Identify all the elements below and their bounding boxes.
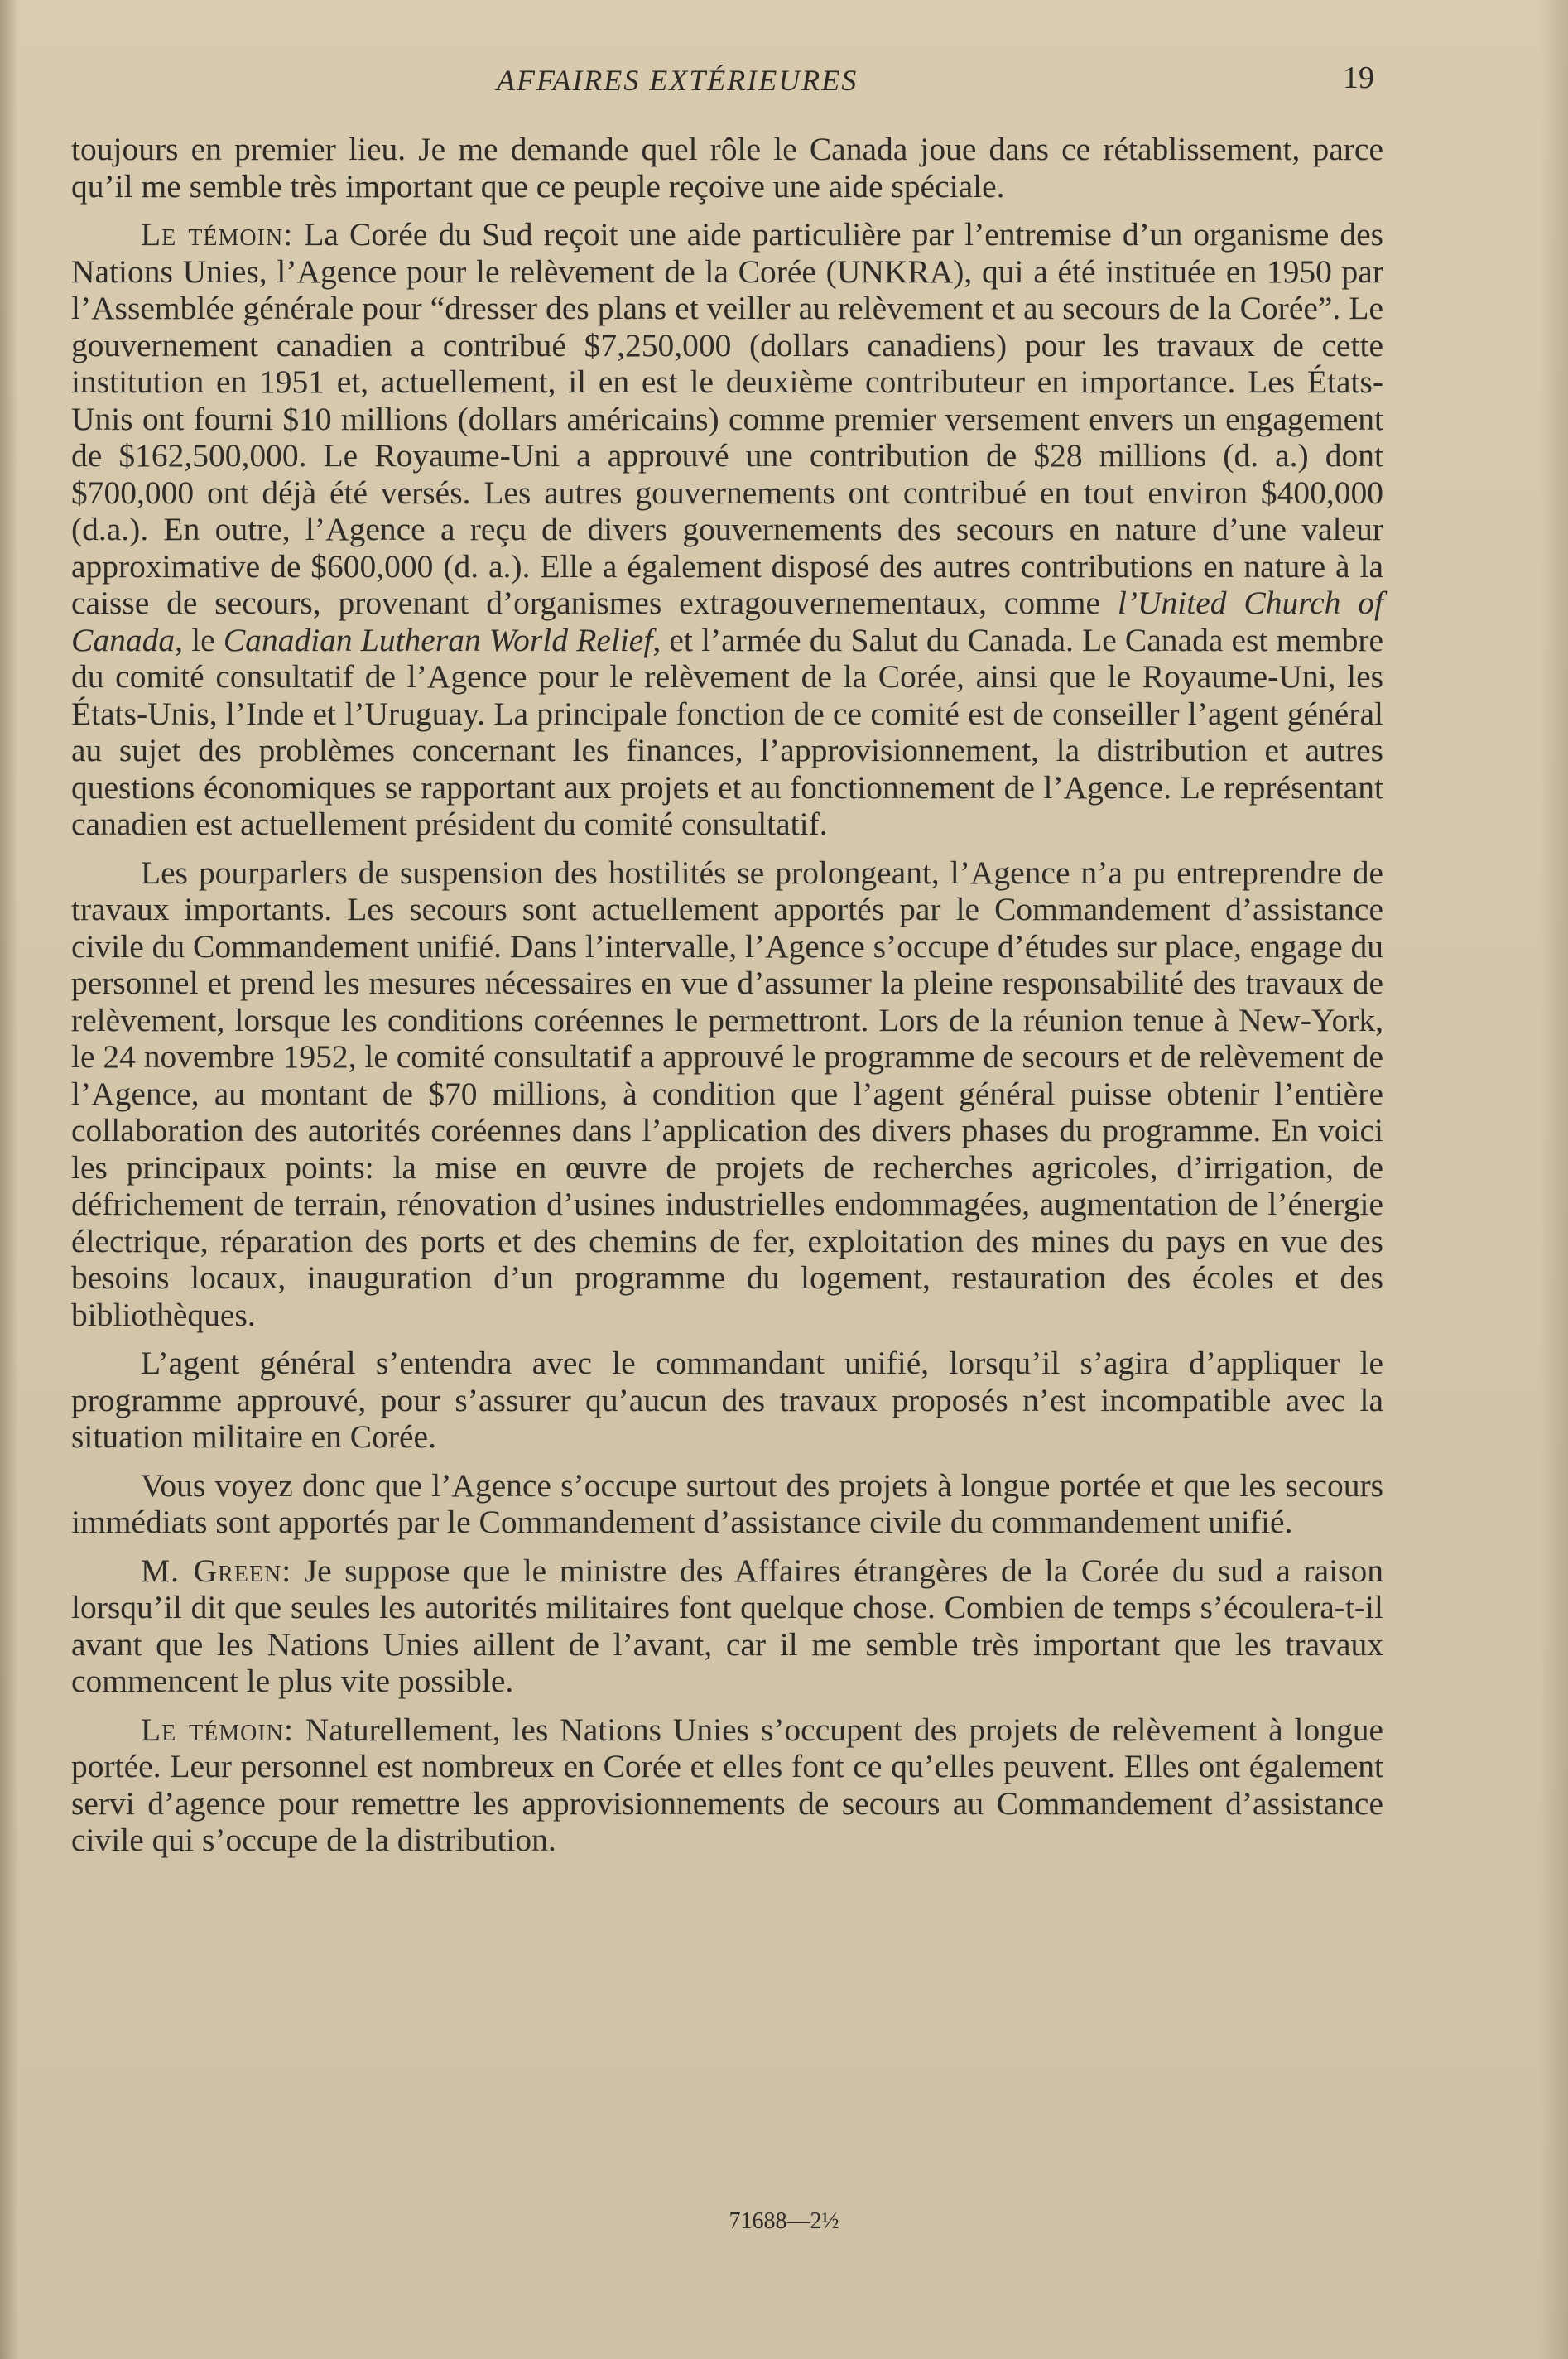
paragraph-text: , le bbox=[175, 621, 224, 658]
running-head: AFFAIRES EXTÉRIEURES bbox=[497, 64, 859, 97]
speaker-label: Le témoin: bbox=[141, 1711, 294, 1748]
organization-name-italic: Canadian Lutheran World Relief bbox=[223, 621, 653, 658]
paragraph-pourparlers: Les pourparlers de suspension des hostilités se prolongeant, l’Agence n’a pu entreprendre de travaux importants. Les secours sont actuellement apportés par le Commandement d’assistance civile du Commandement unifié. Dans l’intervalle, l’Agence s’occupe d’études sur place, engage du personnel et prend les mesures nécessaires en vue d’assumer la pleine responsabilité des travaux de relèvement, lorsque les conditions coréennes le permettront. Lors de la réunion tenue à New-York, le 24 novembre 1952, le comité consultatif a approuvé le programme de secours et de relèvement de l’Agence, au montant de $70 millions, à condition que l’agent général puisse obtenir l’entière collaboration des autorités coréennes dans l’application des divers phases du programme. En voici les principaux points: la mise en œuvre de projets de recherches agricoles, d’irrigation, de défrichement de terrain, rénovation d’usines industrielles endommagées, augmentation de l’énergie électrique, réparation des ports et des chemins de fer, exploitation des mines du pays en vue des besoins locaux, inauguration d’un programme du logement, restauration des écoles et des bibliothèques. bbox=[71, 854, 1383, 1333]
paragraph-text: Naturellement, les Nations Unies s’occupent des projets de relèvement à longue portée. Leur personnel est nombreux en Corée et elles font ce qu’elles peuvent. Elles ont également servi d’agence pour remettre les approvisionnements de secours au Commandement d’assistance civile qui s’occupe de la distribution. bbox=[71, 1711, 1384, 1858]
paragraph-green bbox=[71, 1553, 1383, 1700]
body-text bbox=[71, 131, 1383, 1870]
paragraph-temoin-unkra bbox=[71, 216, 1383, 843]
paragraph-temoin-final bbox=[71, 1711, 1383, 1859]
paragraph-vous-voyez: Vous voyez donc que l’Agence s’occupe surtout des projets à longue portée et que les secours immédiats sont apportés par le Commandement d’assistance civile du commandement unifié. bbox=[71, 1466, 1383, 1540]
organization-name-italic: l’United Church of Canada bbox=[71, 585, 1383, 658]
speaker-label: M. Green: bbox=[141, 1552, 292, 1589]
speaker-label: Le témoin: bbox=[141, 216, 294, 253]
page-number: 19 bbox=[1343, 60, 1374, 95]
print-code: 71688—2½ bbox=[729, 2208, 839, 2234]
paragraph-text: La Corée du Sud reçoit une aide particulière par l’entremise d’un organisme des Nations Unies, l’Agence pour le relèvement de la Corée (UNKRA), qui a été instituée en 1950 par l’Assemblée générale pour “dresser des plans et veiller au relèvement et au secours de la Corée”. Le gouvernement canadien a contribué $7,250,000 (dollars canadiens) pour les travaux de cette institution en 1951 et, actuellement, il en est le deuxième contributeur en importance. Les États-Unis ont fourni $10 millions (dollars américains) comme premier versement envers un engagement de $162,500,000. Le Royaume-Uni a approuvé une contribution de $28 millions (d. a.) dont $700,000 ont déjà été versés. Les autres gouvernements ont contribué en tout environ $400,000 (d.a.). En outre, l’Agence a reçu de divers gouvernements des secours en nature d’une valeur approximative de $600,000 (d. a.). Elle a également disposé des autres contributions en nature à la caisse de secours, provenant d’organismes extragouvernementaux, comme bbox=[71, 216, 1383, 621]
page-header bbox=[66, 60, 1374, 106]
paragraph-agent-general: L’agent général s’entendra avec le commandant unifié, lorsqu’il s’agira d’appliquer le programme approuvé, pour s’assurer qu’aucun des travaux proposés n’est incompatible avec la situation militaire en Corée. bbox=[71, 1345, 1383, 1455]
paragraph-text: , et l’armée du Salut du Canada. Le Canada est membre du comité consultatif de l’Agence pour le relèvement de la Corée, ainsi que le Royaume-Uni, les États-Unis, l’Inde et l’Uruguay. La principale fonction de ce comité est de conseiller l’agent général au sujet des problèmes concernant les finances, l’approvisionnement, la distribution et autres questions économiques se rapportant aux projets et au fonctionnement de l’Agence. Le représentant canadien est actuellement président du comité consultatif. bbox=[71, 621, 1384, 842]
paragraph-continuation: toujours en premier lieu. Je me demande quel rôle le Canada joue dans ce rétablissement, parce qu’il me semble très important que ce peuple reçoive une aide spéciale. bbox=[71, 131, 1383, 205]
paragraph-text: Je suppose que le ministre des Affaires étrangères de la Corée du sud a raison lorsqu’il dit que seules les autorités militaires font quelque chose. Combien de temps s’écoulera-t-il avant que les Nations Unies aillent de l’avant, car il me semble très important que les travaux commencent le plus vite possible. bbox=[71, 1552, 1383, 1699]
